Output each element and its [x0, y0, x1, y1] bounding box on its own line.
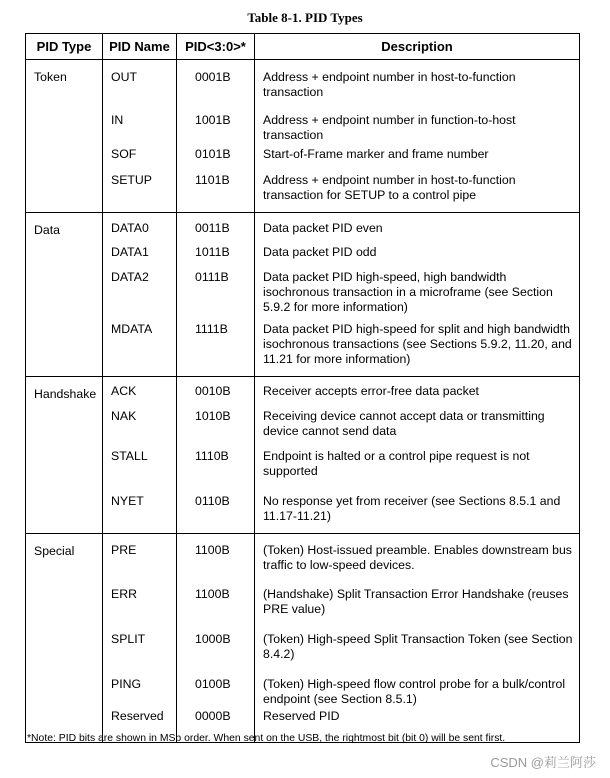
description-cell — [255, 238, 580, 263]
header-pid-bits: PID<3:0>* — [177, 34, 255, 60]
pid-name-cell — [103, 238, 177, 263]
pid-value-cell-text: 1110B — [195, 448, 229, 463]
pid-value-cell-text: 1101B — [195, 172, 230, 187]
pid-type-cell: Token — [26, 60, 103, 213]
description-cell-text: (Token) High-speed flow control probe for a bulk/control endpoint (see Section 8.5.1) — [263, 677, 566, 706]
table-row — [26, 377, 580, 402]
pid-name-cell-text: IN — [111, 112, 124, 127]
pid-name-cell-text: SPLIT — [111, 632, 146, 646]
description-cell — [255, 320, 580, 377]
pid-value-cell — [177, 169, 255, 213]
description-cell-text: Start-of-Frame marker and frame number — [263, 146, 489, 161]
pid-value-cell-text: 1001B — [195, 112, 231, 127]
pid-name-cell — [103, 623, 177, 668]
table-row — [26, 213, 580, 238]
header-description: Description — [255, 34, 580, 60]
pid-value-cell — [177, 238, 255, 263]
description-cell — [255, 487, 580, 534]
pid-name-cell-text: OUT — [111, 70, 137, 84]
description-cell — [255, 103, 580, 143]
pid-name-cell — [103, 143, 177, 169]
description-cell-text: Data packet PID odd — [263, 244, 377, 259]
description-cell-text: Receiver accepts error-free data packet — [263, 384, 479, 398]
description-cell — [255, 623, 580, 668]
pid-name-cell — [103, 263, 177, 320]
pid-value-cell-text: 0111B — [195, 269, 229, 284]
pid-value-cell — [177, 578, 255, 623]
pid-value-cell — [177, 60, 255, 103]
pid-types-table — [25, 33, 580, 743]
description-cell — [255, 60, 580, 103]
pid-name-cell-text: ERR — [111, 587, 137, 601]
table-row — [26, 143, 580, 169]
pid-type-cell: Handshake — [26, 377, 103, 534]
pid-value-cell-text: 0010B — [195, 384, 231, 398]
table-caption: Table 8-1. PID Types — [247, 10, 363, 25]
pid-value-cell — [177, 213, 255, 238]
pid-type-cell: Special — [26, 533, 103, 742]
table-header — [26, 34, 580, 60]
table-row — [26, 623, 580, 668]
pid-name-cell-text: SETUP — [111, 172, 152, 187]
description-cell — [255, 213, 580, 238]
pid-value-cell-text: 1100B — [195, 587, 230, 601]
table-row — [26, 60, 580, 103]
description-cell-text: Receiving device cannot accept data or transmitting device cannot send data — [263, 408, 545, 438]
description-cell — [255, 377, 580, 402]
pid-name-cell-text: Reserved — [111, 709, 164, 723]
pid-value-cell-text: 1011B — [195, 244, 230, 259]
pid-name-cell-text: DATA1 — [111, 244, 149, 259]
description-cell-text: Address + endpoint number in function-to-host transaction — [263, 112, 516, 142]
description-cell — [255, 578, 580, 623]
pid-value-cell — [177, 263, 255, 320]
description-cell-text: Reserved PID — [263, 709, 340, 723]
description-cell — [255, 263, 580, 320]
pid-name-cell-text: SOF — [111, 146, 137, 161]
pid-value-cell-text: 0000B — [195, 709, 231, 723]
pid-name-cell — [103, 668, 177, 707]
description-cell — [255, 169, 580, 213]
table-row — [26, 442, 580, 487]
pid-value-cell-text: 1000B — [195, 632, 231, 646]
description-cell-text: No response yet from receiver (see Sections 8.5.1 and 11.17-11.21) — [263, 493, 561, 523]
description-cell-text: Address + endpoint number in host-to-function transaction — [263, 70, 516, 99]
pid-name-cell-text: DATA2 — [111, 269, 149, 284]
pid-name-cell-text: ACK — [111, 384, 137, 398]
pid-value-cell — [177, 442, 255, 487]
pid-value-cell — [177, 623, 255, 668]
table-row — [26, 169, 580, 213]
pid-name-cell — [103, 169, 177, 213]
pid-name-cell-text: STALL — [111, 448, 148, 463]
pid-name-cell — [103, 320, 177, 377]
table-body — [26, 60, 580, 743]
description-cell-text: (Token) Host-issued preamble. Enables downstream bus traffic to low-speed devices. — [263, 542, 572, 572]
description-cell — [255, 533, 580, 578]
description-cell-text: Address + endpoint number in host-to-function transaction for SETUP to a control pipe — [263, 172, 516, 202]
pid-name-cell — [103, 103, 177, 143]
pid-name-cell-text: DATA0 — [111, 221, 149, 235]
pid-name-cell-text: MDATA — [111, 321, 153, 336]
header-pid-type: PID Type — [26, 34, 103, 60]
pid-value-cell-text: 0001B — [195, 70, 231, 84]
description-cell-text: Data packet PID high-speed for split and high bandwidth isochronous transactions (see Sections 5.9.2, 11.20, and 11.21 for more information) — [263, 321, 572, 366]
pid-name-cell — [103, 213, 177, 238]
pid-value-cell — [177, 143, 255, 169]
pid-type-cell: Data — [26, 213, 103, 377]
pid-value-cell-text: 0011B — [195, 221, 230, 235]
pid-value-cell — [177, 533, 255, 578]
description-cell — [255, 442, 580, 487]
table-row — [26, 578, 580, 623]
pid-value-cell-text: 1111B — [195, 321, 228, 336]
pid-value-cell-text: 1100B — [195, 542, 230, 557]
pid-value-cell — [177, 103, 255, 143]
table-row — [26, 238, 580, 263]
pid-value-cell — [177, 377, 255, 402]
description-cell — [255, 402, 580, 442]
pid-name-cell-text: PING — [111, 677, 142, 691]
pid-name-cell — [103, 533, 177, 578]
description-cell-text: Data packet PID even — [263, 221, 383, 235]
pid-value-cell-text: 0101B — [195, 146, 231, 161]
header-pid-name: PID Name — [103, 34, 177, 60]
pid-value-cell-text: 0110B — [195, 493, 230, 508]
pid-value-cell — [177, 487, 255, 534]
table-row — [26, 668, 580, 707]
footnote: *Note: PID bits are shown in MSb order. When sent on the USB, the rightmost bit (bit 0) will be sent first. — [27, 733, 506, 744]
description-cell-text: (Token) High-speed Split Transaction Token (see Section 8.4.2) — [263, 632, 573, 661]
pid-name-cell-text: NAK — [111, 408, 137, 423]
table-row — [26, 103, 580, 143]
description-cell — [255, 668, 580, 707]
watermark: CSDN @莉兰阿莎 — [490, 755, 596, 770]
pid-value-cell-text: 0100B — [195, 677, 231, 691]
pid-name-cell — [103, 487, 177, 534]
table-row — [26, 320, 580, 377]
pid-value-cell-text: 1010B — [195, 408, 231, 423]
description-cell — [255, 143, 580, 169]
table-row — [26, 487, 580, 534]
pid-name-cell — [103, 60, 177, 103]
pid-name-cell — [103, 377, 177, 402]
pid-name-cell-text: NYET — [111, 493, 144, 508]
pid-value-cell — [177, 402, 255, 442]
pid-value-cell — [177, 668, 255, 707]
table-row — [26, 402, 580, 442]
pid-name-cell-text: PRE — [111, 542, 137, 557]
header-row — [26, 34, 580, 60]
pid-name-cell — [103, 442, 177, 487]
table-row — [26, 263, 580, 320]
pid-name-cell — [103, 578, 177, 623]
table-row — [26, 533, 580, 578]
pid-value-cell — [177, 320, 255, 377]
description-cell-text: Endpoint is halted or a control pipe request is not supported — [263, 448, 530, 478]
pid-name-cell — [103, 402, 177, 442]
description-cell-text: Data packet PID high-speed, high bandwidth isochronous transaction in a microframe (see Section 5.9.2 for more information) — [263, 269, 553, 314]
description-cell-text: (Handshake) Split Transaction Error Handshake (reuses PRE value) — [263, 587, 569, 616]
